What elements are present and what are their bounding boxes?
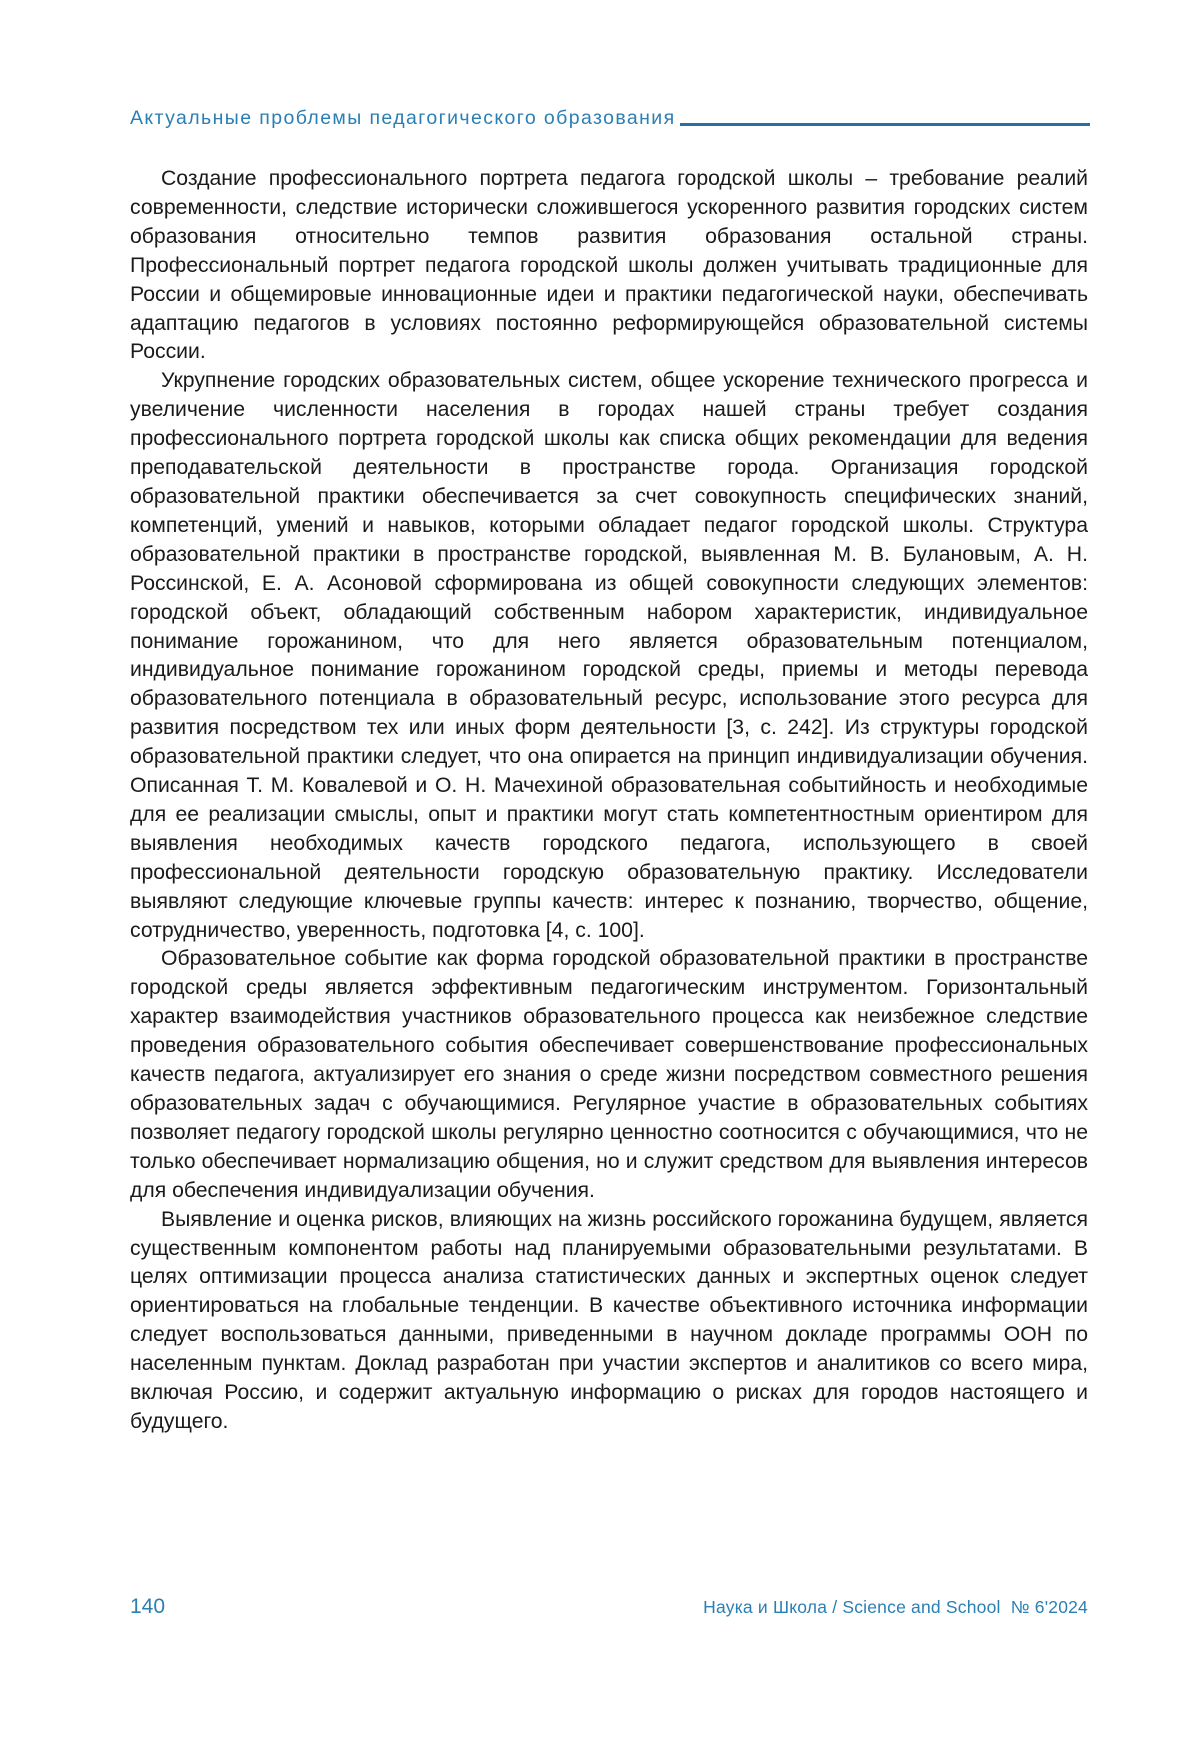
section-title: Актуальные проблемы педагогического образования xyxy=(130,106,676,129)
paragraph: Выявление и оценка рисков, влияющих на жизнь российского горожанина будущем, является существенным компонентом работы над планируемыми образовательными результатами. В целях оптимизации процесса анализа статистических данных и экспертных оценок следует ориентироваться на глобальные тенденции. В качестве объективного источника информации следует воспользоваться данными, приведенными в научном докладе программы ООН по населенным пунктам. Доклад разработан при участии экспертов и аналитиков со всего мира, включая Россию, и содержит актуальную информацию о рисках для городов настоящего и будущего. xyxy=(130,1207,1088,1433)
article-body xyxy=(130,165,1088,1437)
paragraph: Укрупнение городских образовательных систем, общее ускорение технического прогресса и увеличение численности населения в городах нашей страны требует создания профессионального портрета городской школы как списка общих рекомендации для ведения преподавательской деятельности в пространстве города. Организация городской образовательной практики обеспечивается за счет совокупность специфических знаний, компетенций, умений и навыков, которыми обладает педагог городской школы. Структура образовательной практики в пространстве городской, выявленная М. В. Булановым, А. Н. Россинской, Е. А. Асоновой сформирована из общей совокупности следующих элементов: городской объект, обладающий собственным набором характеристик, индивидуальное понимание горожанином, что для него является образовательным потенциалом, индивидуальное понимание горожанином городской среды, приемы и методы перевода образовательного потенциала в образовательный ресурс, использование этого ресурса для развития посредством тех или иных форм деятельности [3, с. 242]. Из структуры городской образовательной практики следует, что она опирается на принцип индивидуализации обучения. Описанная Т. М. Ковалевой и О. Н. Мачехиной образовательная событийность и необходимые для ее реализации смыслы, опыт и практики могут стать компетентностным ориентиром для выявления необходимых качеств городского педагога, использующего в своей профессиональной деятельности городскую образовательную практику. Исследователи выявляют следующие ключевые группы качеств: интерес к познанию, творчество, общение, сотрудничество, уверенность, подготовка [4, с. 100]. xyxy=(130,369,1088,942)
paragraph: Образовательное событие как форма городской образовательной практики в пространстве городской среды является эффективным педагогическим инструментом. Горизонтальный характер взаимодействия участников образовательного процесса как неизбежное следствие проведения образовательного события обеспечивает совершенствование профессиональных качеств педагога, актуализирует его знания о среде жизни посредством совместного решения образовательных задач с обучающимися. Регулярное участие в образовательных событиях позволяет педагогу городской школы регулярно ценностно соотносится с обучающимися, что не только обеспечивает нормализацию общения, но и служит средством для выявления интересов для обеспечения индивидуализации обучения. xyxy=(130,947,1088,1202)
header-rule xyxy=(680,123,1090,126)
paragraph: Создание профессионального портрета педагога городской школы – требование реалий современности, следствие исторически сложившегося ускоренного развития городских систем образования относительно темпов развития образования остальной страны. Профессиональный портрет педагога городской школы должен учитывать традиционные для России и общемировые инновационные идеи и практики педагогической науки, обеспечивать адаптацию педагогов в условиях постоянно реформирующейся образовательной системы России. xyxy=(130,167,1088,364)
page-footer xyxy=(130,1595,1088,1619)
page-number: 140 xyxy=(130,1595,166,1618)
journal-info: Наука и Школа / Science and School № 6'2024 xyxy=(703,1597,1088,1617)
running-header xyxy=(130,102,1090,132)
